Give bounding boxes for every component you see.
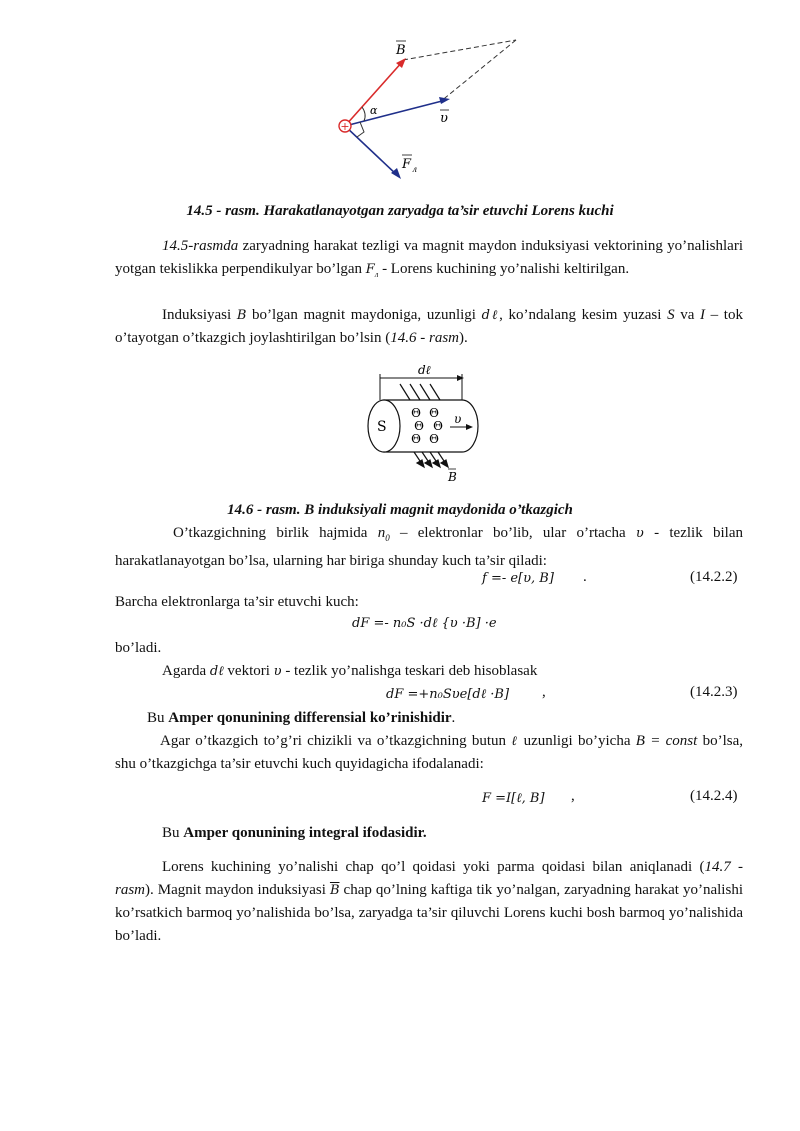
electron: Θ [429,406,439,420]
symbol-B: B [236,308,247,323]
label-alpha: α [370,104,378,117]
equation-14-2-4-number: (14.2.4) [690,788,738,804]
figure-reference: 14.6 - rasm [390,330,459,346]
alpha-arc [362,107,365,121]
equation-total-force: dF =- n₀S ·dℓ {υ ·B] ·e [352,616,497,631]
symbol-v: υ [635,526,644,541]
symbol-I: I [700,307,706,323]
text: – tok o’tayotgan o’tkazgich joylashtirilgan bo’lsin ( [115,307,743,346]
text: . [451,710,456,726]
text: Induksiyasi [162,307,237,323]
symbol-F: F [365,262,375,277]
symbol-v: υ [273,664,282,679]
paragraph-amper-integral [115,822,743,845]
symbol-dl: dℓ [209,664,224,679]
electron: Θ [429,432,439,446]
condition-B-const: B = const [635,733,698,749]
text: va [674,307,701,323]
label-F-subscript: л [412,165,418,174]
symbol-l: ℓ [511,734,519,749]
electron: Θ [411,406,421,420]
label-v: υ [440,111,448,126]
paragraph-total-force: Barcha elektronlarga ta’sir etuvchi kuch: [115,594,359,610]
symbol-n0-subscript: 0 [385,533,390,543]
text: O’tkazgichning birlik hajmida [173,525,378,541]
figure-14-5 [320,30,530,190]
text: – elektronlar bo’lib, ular o’rtacha [389,525,636,541]
charge-sign: + [340,120,350,133]
equation-14-2-3: dF =+n₀Sυe[dℓ ·B] [386,687,510,702]
equation-14-2-2: f =- e[υ, B] [482,571,554,586]
text: ). [459,330,468,346]
figure-14-6 [358,360,488,488]
text: uzunligi bo’yicha [518,733,636,749]
text: vektori [223,663,274,679]
electron: Θ [414,419,424,433]
dashed-line-top [403,40,516,60]
symbol-F-subscript: л [374,270,379,279]
text: , ko’ndalang kesim yuzasi [499,307,668,323]
equation-14-2-4: F =I[ℓ, B] [482,791,545,806]
paragraph-amper-differential [115,707,743,730]
label-S: S [377,419,387,435]
label-B: B [448,470,457,484]
paragraph-agarda [115,660,743,683]
equation-14-2-2-period: . [583,569,587,585]
label-F: F [402,157,412,172]
text: ). Magnit maydon induksiyasi [145,882,330,898]
text: Bu [162,825,184,841]
text: Lorens kuchining yo’nalishi chap qo’l qoidasi yoki parma qoidasi bilan aniqlanadi ( [162,859,705,875]
equation-14-2-2-number: (14.2.2) [690,569,738,585]
text: Bu [147,710,169,726]
text: - tezlik yo’nalishga teskari deb hisoblasak [281,663,538,679]
b-field-lines-top [400,384,440,400]
vector-F-arrowhead [391,168,401,179]
right-angle-mark [357,122,364,137]
symbol-dl: dℓ [481,308,500,323]
vector-v-arrowhead [439,97,450,104]
symbol-n0: n [377,525,386,541]
paragraph-14-5-description [115,235,743,286]
paragraph-conductor-setup [115,304,743,350]
bold-term: Amper qonunining differensial ko’rinishidir [168,710,452,726]
text: bo’lsa, shu o’tkazgichga ta’sir etuvchi kuch quyidagicha ifodalanadi: [115,733,743,772]
text: Agar o’tkazgich to’g’ri chizikli va o’tkazgichning butun [160,733,512,749]
text: - Lorens kuchining yo’nalishi keltirilgan. [378,261,630,277]
symbol-S: S [667,307,675,323]
text: chap qo’lning kaftiga tik yo’nalgan, zaryadning harakat yo’nalishi ko’rsatkich barmoq yo’nalishida bo’lsa, zaryadga ta’sir qiluvchi Lorens kuchi bosh barmoq yo’nalishida bo’ladi. [115,882,743,944]
text: zaryadning harakat tezligi va magnit maydon induksiyasi vektorining yo’nalishlari yotgan tekislikka perpendikulyar bo’lgan [115,238,743,277]
paragraph-boladi: bo’ladi. [115,640,162,656]
text: Agarda [162,663,210,679]
equation-14-2-3-comma: , [542,684,546,700]
label-B: B [396,43,406,58]
equation-14-2-3-number: (14.2.3) [690,684,738,700]
figure-14-6-caption: 14.6 - rasm. B induksiyali magnit maydonida o’tkazgich [227,502,573,518]
figure-reference: 14.5-rasmda [162,238,239,254]
label-dl: dℓ [418,363,431,377]
paragraph-electron-density [115,522,743,573]
figure-14-5-caption: 14.5 - rasm. Harakatlanayotgan zaryadga ta’sir etuvchi Lorens kuchi [186,203,614,219]
text: bo’lgan magnit maydoniga, uzunligi [246,307,482,323]
dl-arrowhead [457,375,464,381]
label-v: υ [454,412,462,426]
bold-term: Amper qonunining integral ifodasidir. [183,825,427,841]
text: - tezlik bilan harakatlanayotgan bo’lsa, ularning har biriga shunday kuch ta’sir qiladi: [115,525,743,569]
paragraph-left-hand-rule [115,856,743,948]
electron: Θ [433,419,443,433]
dashed-line-right [440,40,516,102]
vector-F [345,126,398,176]
b-field-arrows-bottom [414,452,448,467]
paragraph-straight-conductor [115,730,743,776]
figure-reference: 14.7 - rasm [115,859,743,898]
equation-14-2-4-comma: , [571,788,575,804]
electron: Θ [411,432,421,446]
symbol-B: $\overline{B}$ [329,883,340,898]
